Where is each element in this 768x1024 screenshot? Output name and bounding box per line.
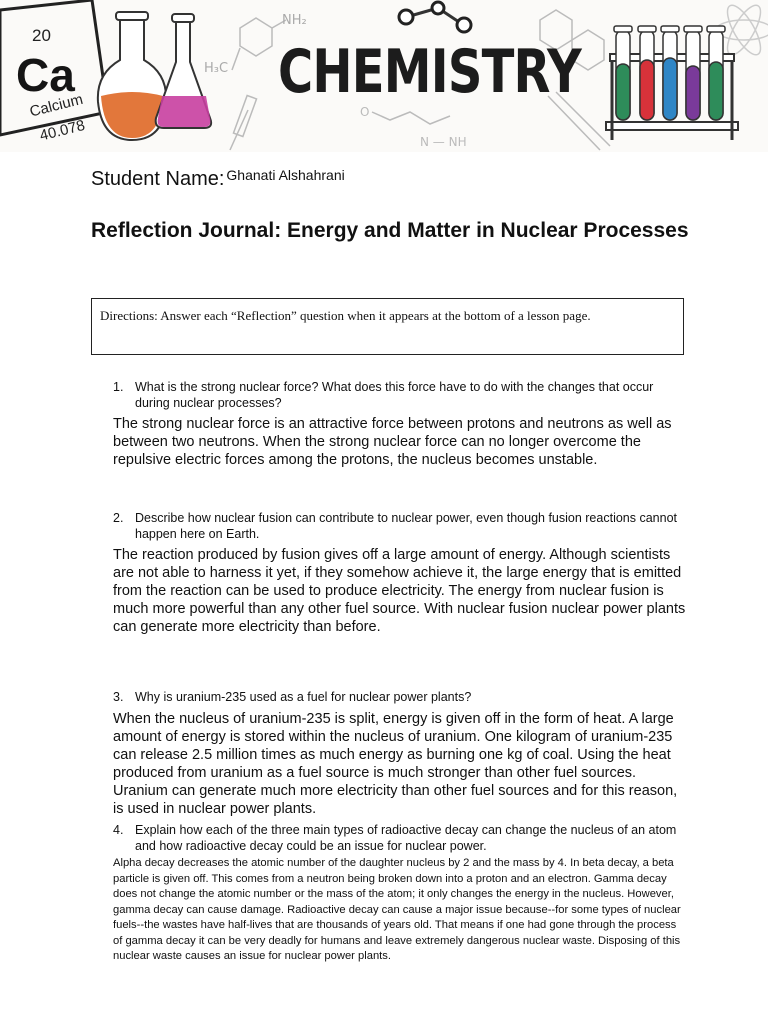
- answer-4: Alpha decay decreases the atomic number of the daughter nucleus by 2 and the mass by 4. In beta decay, a beta particle is given off. This comes from a neutron being broken down into a proton and an electron. Gamma decay does not change the atomic number or the mass of the atom; it only changes the energy in the nucleus. However, gamma decay can cause damage. Radioactive decay can cause a major issue because--for some types of nuclear fuels--the wastes have half-lives that are thousands of years old. That means if one had gone through the process of gamma decay it can be very deadly for humans and leave extremely dangerous nuclear waste. Disposing of this nuclear waste causes an issue for nuclear power plants.: [113, 857, 681, 962]
- element-symbol: Ca: [16, 49, 75, 101]
- question-text: Describe how nuclear fusion can contribute to nuclear power, even though fusion reactions cannot happen here on Earth.: [135, 511, 677, 541]
- student-name-line: [91, 168, 345, 191]
- element-tile: [0, 4, 106, 145]
- test-tube-rack-icon: [606, 26, 738, 140]
- question-4: [113, 822, 683, 854]
- student-name-value: Ghanati Alshahrani: [226, 167, 345, 183]
- element-name: Calcium: [28, 90, 85, 121]
- question-number: 1.: [113, 380, 124, 394]
- header-banner: [0, 0, 768, 152]
- page-title: Reflection Journal: Energy and Matter in Nuclear Processes: [91, 219, 689, 242]
- svg-text:H₃C: H₃C: [204, 61, 229, 76]
- student-name-label: Student Name:: [91, 168, 225, 190]
- question-text: Why is uranium-235 used as a fuel for nuclear power plants?: [135, 690, 472, 704]
- answer-1: The strong nuclear force is an attractive force between protons and neutrons as well as between two neutrons. When the strong nuclear force can no longer overcome the repulsive electric forces among the protons, the nucleus becomes unstable.: [113, 416, 672, 468]
- conical-flask-icon: [156, 14, 211, 128]
- question-2: [113, 510, 683, 542]
- answer-2: The reaction produced by fusion gives off a large amount of energy. Although scientists are not able to harness it yet, if they somehow achieve it, the large energy that is emitted from the reaction can be used to produce electricity. The energy from nuclear fusion is much more powerful than any other fuel source. With nuclear fusion nuclear power plants can generate more electricity than before.: [113, 547, 686, 635]
- svg-text:NH₂: NH₂: [282, 13, 307, 28]
- element-number: 20: [32, 26, 51, 45]
- question-number: 2.: [113, 511, 124, 525]
- question-3: [113, 689, 683, 705]
- directions-box: Directions: Answer each “Reflection” question when it appears at the bottom of a lesson page.: [91, 298, 684, 355]
- question-text: Explain how each of the three main types of radioactive decay can change the nucleus of an atom and how radioactive decay could be an issue for nuclear power.: [135, 823, 677, 853]
- question-1: [113, 379, 683, 411]
- molecule-icon: [399, 2, 471, 32]
- question-number: 3.: [113, 690, 124, 704]
- question-text: What is the strong nuclear force? What does this force have to do with the changes that occur during nuclear processes?: [135, 380, 654, 410]
- element-mass: 40.078: [38, 116, 87, 145]
- question-number: 4.: [113, 823, 124, 837]
- answer-3: When the nucleus of uranium-235 is split, energy is given off in the form of heat. A large amount of energy is stored within the nucleus of uranium. One kilogram of uranium-235 can release 2.5 million times as much energy as burning one kg of coal. Using the heat produced from uranium as a fuel source is much stronger than other fuel sources. Uranium can generate much more electricity than other fuel sources and for this reason, is used in nuclear power plants.: [113, 711, 678, 817]
- svg-text:N — NH: N — NH: [420, 135, 467, 149]
- banner-title: CHEMISTRY: [278, 37, 582, 107]
- svg-text:O: O: [360, 105, 370, 119]
